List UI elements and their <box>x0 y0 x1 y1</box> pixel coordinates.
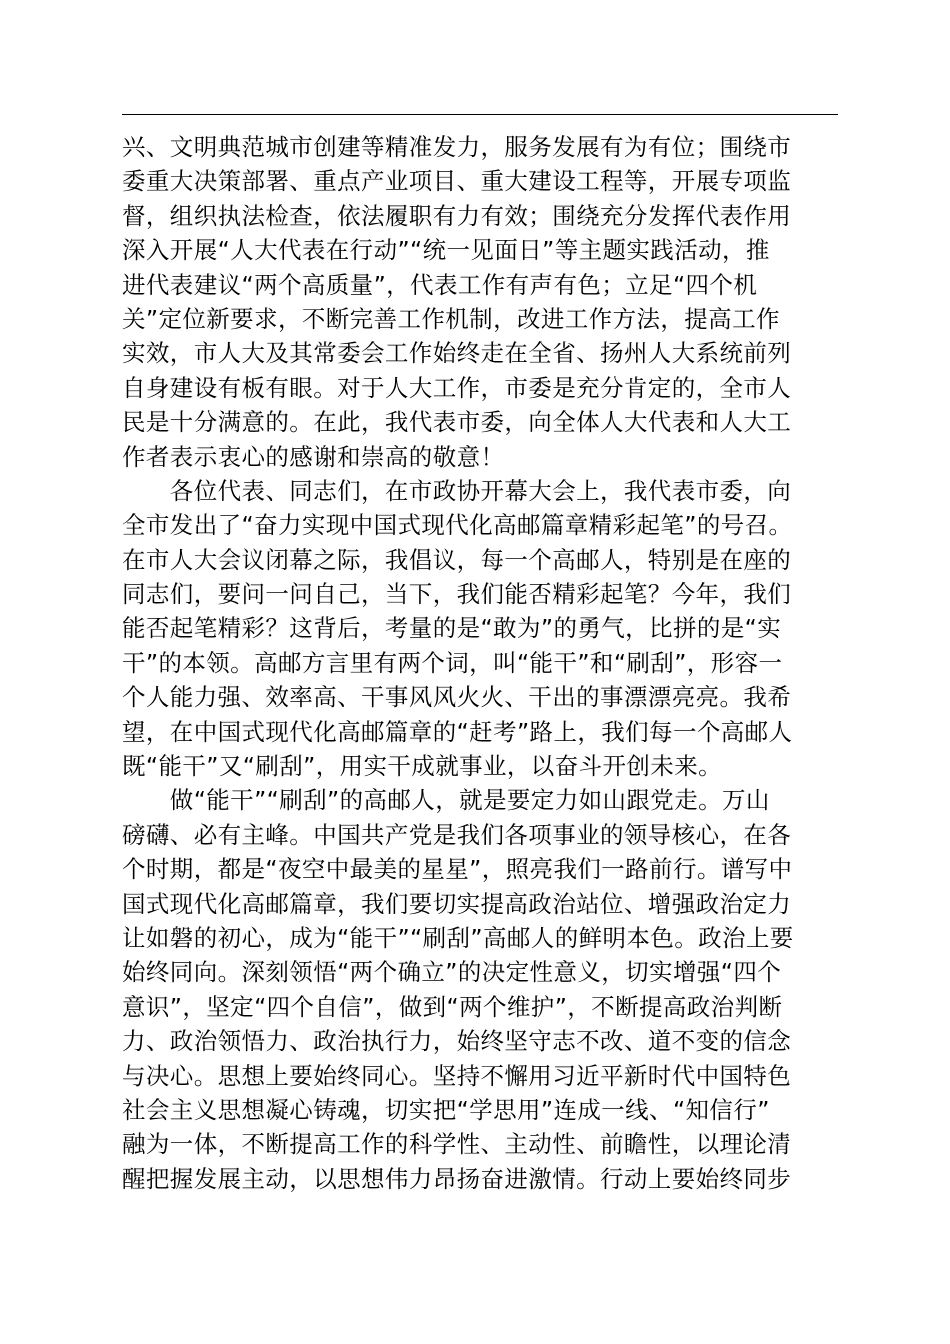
text-line: 进代表建议“两个高质量”，代表工作有声有色；立足“四个机 <box>122 270 758 299</box>
header-rule <box>122 114 838 115</box>
text-line: 干”的本领。高邮方言里有两个词，叫“能干”和“刷刮”，形容一 <box>122 648 783 677</box>
text-line: 国式现代化高邮篇章，我们要切实提高政治站位、增强政治定力 <box>122 889 792 918</box>
text-line: 作者表示衷心的感谢和崇高的敬意！ <box>122 442 505 471</box>
text-line: 磅礴、必有主峰。中国共产党是我们各项事业的领导核心，在各 <box>122 820 792 849</box>
text-line: 融为一体，不断提高工作的科学性、主动性、前瞻性，以理论清 <box>122 1130 792 1159</box>
text-line: 意识”，坚定“四个自信”，做到“两个维护”，不断提高政治判断 <box>122 992 783 1021</box>
text-line: 兴、文明典范城市创建等精准发力，服务发展有为有位；围绕市 <box>122 133 792 161</box>
text-line: 既“能干”又“刷刮”，用实干成就事业，以奋斗开创未来。 <box>122 752 722 781</box>
text-line: 始终同向。深刻领悟“两个确立”的决定性意义，切实增强“四个 <box>122 958 782 987</box>
text-line: 力、政治领悟力、政治执行力，始终坚守志不改、道不变的信念 <box>122 1027 792 1056</box>
text-line: 个人能力强、效率高、干事风风火火、干出的事漂漂亮亮。我希 <box>122 683 792 712</box>
text-line: 同志们，要问一问自己，当下，我们能否精彩起笔？今年，我们 <box>122 580 792 609</box>
text-line: 社会主义思想凝心铸魂，切实把“学思用”连成一线、“知信行” <box>122 1095 770 1124</box>
text-line: 望，在中国式现代化高邮篇章的“赶考”路上，我们每一个高邮人 <box>122 717 793 746</box>
text-line: 实效，市人大及其常委会工作始终走在全省、扬州人大系统前列 <box>122 339 792 368</box>
text-line: 各位代表、同志们，在市政协开幕大会上，我代表市委，向 <box>122 476 792 505</box>
text-line: 督，组织执法检查，依法履职有力有效；围绕充分发挥代表作用 <box>122 201 792 230</box>
text-line: 自身建设有板有眼。对于人大工作，市委是充分肯定的，全市人 <box>122 373 792 402</box>
text-line: 民是十分满意的。在此，我代表市委，向全体人大代表和人大工 <box>122 408 792 437</box>
text-line: 委重大决策部署、重点产业项目、重大建设工程等，开展专项监 <box>122 167 792 196</box>
text-line: 做“能干”“刷刮”的高邮人，就是要定力如山跟党走。万山 <box>122 786 770 815</box>
text-line: 醒把握发展主动，以思想伟力昂扬奋进激情。行动上要始终同步 <box>122 1164 792 1193</box>
text-line: 在市人大会议闭幕之际，我倡议，每一个高邮人，特别是在座的 <box>122 545 792 574</box>
text-line: 全市发出了“奋力实现中国式现代化高邮篇章精彩起笔”的号召。 <box>122 511 793 540</box>
text-line: 关”定位新要求，不断完善工作机制，改进工作方法，提高工作 <box>122 304 780 333</box>
text-line: 深入开展“人大代表在行动”“统一见面日”等主题实践活动，推 <box>122 236 770 265</box>
text-line: 让如磐的初心，成为“能干”“刷刮”高邮人的鲜明本色。政治上要 <box>122 923 794 952</box>
document-body <box>122 130 838 1196</box>
text-line: 个时期，都是“夜空中最美的星星”，照亮我们一路前行。谱写中 <box>122 855 793 884</box>
text-line: 能否起笔精彩？这背后，考量的是“敢为”的勇气，比拼的是“实 <box>122 614 782 643</box>
text-line: 与决心。思想上要始终同心。坚持不懈用习近平新时代中国特色 <box>122 1061 792 1090</box>
